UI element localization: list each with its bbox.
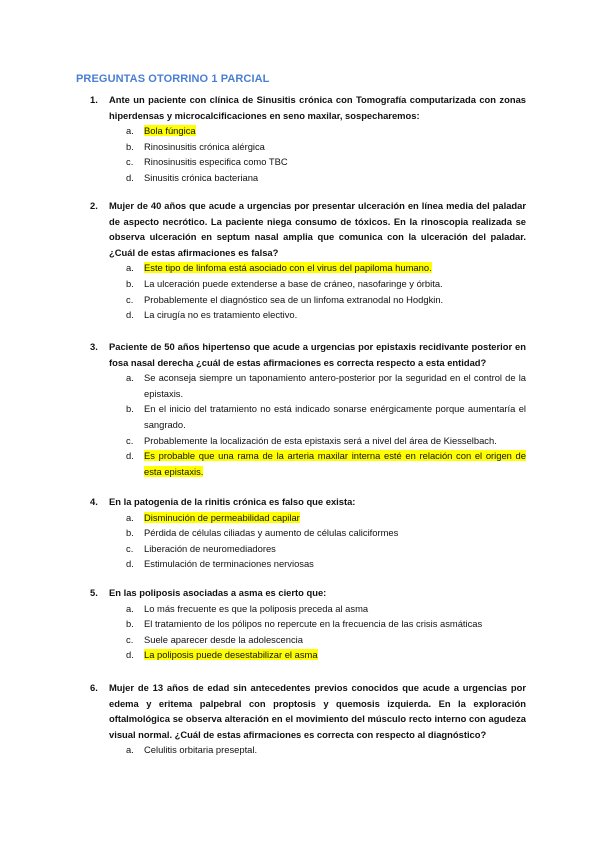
question-5 bbox=[90, 585, 526, 663]
option-letter: a. bbox=[126, 511, 134, 523]
question-number: 6. bbox=[90, 682, 98, 693]
option-letter: b. bbox=[126, 277, 134, 289]
option-text: Estimulación de terminaciones nerviosas bbox=[144, 558, 314, 570]
option-a bbox=[126, 601, 526, 617]
option-d bbox=[126, 170, 526, 186]
question-stem: Mujer de 13 años de edad sin antecedentes previos conocidos que acude a urgencias por edema y eritema palpebral con proptosis y quemosis izquierda. En la exploración oftalmológica se observa alteración en el movimiento del músculo recto interno con agudeza visual normal. ¿Cuál de estas afirmaciones es correcta con respecto al diagnóstico? bbox=[109, 682, 526, 740]
option-letter: d. bbox=[126, 171, 134, 183]
option-c bbox=[126, 433, 526, 449]
option-text: El tratamiento de los pólipos no repercute en la frecuencia de las crisis asmáticas bbox=[144, 618, 483, 630]
question-stem: Ante un paciente con clínica de Sinusitis crónica con Tomografía computarizada con zonas hiperdensas y microcalcificaciones en seno maxilar, sospecharemos: bbox=[109, 94, 526, 121]
option-letter: c. bbox=[126, 542, 134, 554]
option-letter: d. bbox=[126, 309, 134, 321]
option-text: Es probable que una rama de la arteria maxilar interna esté en relación con el origen de esta epistaxis. bbox=[144, 450, 526, 477]
question-number: 1. bbox=[90, 94, 98, 105]
option-c bbox=[126, 154, 526, 170]
question-4 bbox=[90, 494, 526, 572]
option-letter: a. bbox=[126, 262, 134, 274]
option-d bbox=[126, 647, 526, 663]
option-a bbox=[126, 260, 526, 276]
option-text: Probablemente la localización de esta epistaxis será a nivel del área de Kiesselbach. bbox=[144, 434, 497, 446]
option-letter: a. bbox=[126, 125, 134, 137]
question-2 bbox=[90, 198, 526, 323]
option-letter: c. bbox=[126, 633, 134, 645]
option-letter: b. bbox=[126, 527, 134, 539]
option-text: Probablemente el diagnóstico sea de un linfoma extranodal no Hodgkin. bbox=[144, 293, 444, 305]
option-text: Rinosinusitis crónica alérgica bbox=[144, 140, 265, 152]
option-letter: b. bbox=[126, 618, 134, 630]
option-text: Este tipo de linfoma está asociado con el virus del papiloma humano. bbox=[144, 262, 432, 274]
option-letter: c. bbox=[126, 434, 134, 446]
question-number: 3. bbox=[90, 341, 98, 352]
option-text: Pérdida de células ciliadas y aumento de células caliciformes bbox=[144, 527, 399, 539]
question-1 bbox=[90, 92, 526, 186]
question-number: 5. bbox=[90, 587, 98, 598]
option-letter: b. bbox=[126, 403, 134, 415]
option-a bbox=[126, 123, 526, 139]
option-text: Rinosinusitis especifica como TBC bbox=[144, 156, 288, 168]
option-b bbox=[126, 616, 526, 632]
document-title: PREGUNTAS OTORRINO 1 PARCIAL bbox=[76, 73, 270, 85]
question-6 bbox=[90, 680, 526, 758]
option-a bbox=[126, 370, 526, 401]
option-letter: a. bbox=[126, 744, 134, 756]
option-text: La poliposis puede desestabilizar el asma bbox=[144, 649, 318, 661]
option-list bbox=[126, 510, 526, 572]
option-d bbox=[126, 307, 526, 323]
option-d bbox=[126, 556, 526, 572]
question-stem: Mujer de 40 años que acude a urgencias por presentar ulceración en línea media del paladar de aspecto necrótico. La paciente niega consumo de tóxicos. En la rinoscopia realizada se observa ulceración en septum nasal amplia que comunica con la ulceración del paladar. ¿Cuál de estas afirmaciones es falsa? bbox=[109, 200, 526, 258]
option-list bbox=[126, 370, 526, 479]
option-letter: d. bbox=[126, 558, 134, 570]
option-text: La cirugía no es tratamiento electivo. bbox=[144, 309, 298, 321]
option-text: Se aconseja siempre un taponamiento antero-posterior por la seguridad en el control de la epistaxis. bbox=[144, 372, 526, 399]
option-text: Celulitis orbitaria preseptal. bbox=[144, 744, 258, 756]
option-c bbox=[126, 292, 526, 308]
option-text: En el inicio del tratamiento no está indicado sonarse enérgicamente porque aumentaría el sangrado. bbox=[144, 403, 526, 430]
question-stem: En la patogenia de la rinitis crónica es falso que exista: bbox=[109, 496, 356, 507]
question-stem: Paciente de 50 años hipertenso que acude a urgencias por epistaxis recidivante posterior en fosa nasal derecha ¿cuál de estas afirmaciones es correcta respecto a esta entidad? bbox=[109, 341, 526, 368]
option-letter: c. bbox=[126, 293, 134, 305]
option-letter: d. bbox=[126, 649, 134, 661]
option-letter: c. bbox=[126, 156, 134, 168]
option-text: Liberación de neuromediadores bbox=[144, 542, 276, 554]
question-3 bbox=[90, 339, 526, 479]
option-d bbox=[126, 448, 526, 479]
question-number: 4. bbox=[90, 496, 98, 507]
question-stem: En las poliposis asociadas a asma es cierto que: bbox=[109, 587, 327, 598]
option-list bbox=[126, 123, 526, 185]
option-list bbox=[126, 742, 526, 758]
option-b bbox=[126, 401, 526, 432]
option-letter: a. bbox=[126, 372, 134, 384]
option-list bbox=[126, 601, 526, 663]
option-b bbox=[126, 276, 526, 292]
option-text: Bola fúngica bbox=[144, 125, 196, 137]
option-b bbox=[126, 139, 526, 155]
option-letter: d. bbox=[126, 450, 134, 462]
option-text: Sinusitis crónica bacteriana bbox=[144, 171, 259, 183]
option-text: Suele aparecer desde la adolescencia bbox=[144, 633, 303, 645]
option-a bbox=[126, 510, 526, 526]
option-letter: b. bbox=[126, 140, 134, 152]
option-c bbox=[126, 541, 526, 557]
question-number: 2. bbox=[90, 200, 98, 211]
option-a bbox=[126, 742, 526, 758]
option-c bbox=[126, 632, 526, 648]
option-text: Disminución de permeabilidad capilar bbox=[144, 511, 300, 523]
option-text: La ulceración puede extenderse a base de cráneo, nasofaringe y órbita. bbox=[144, 277, 443, 289]
option-text: Lo más frecuente es que la poliposis preceda al asma bbox=[144, 602, 369, 614]
option-letter: a. bbox=[126, 602, 134, 614]
option-list bbox=[126, 260, 526, 322]
option-b bbox=[126, 525, 526, 541]
